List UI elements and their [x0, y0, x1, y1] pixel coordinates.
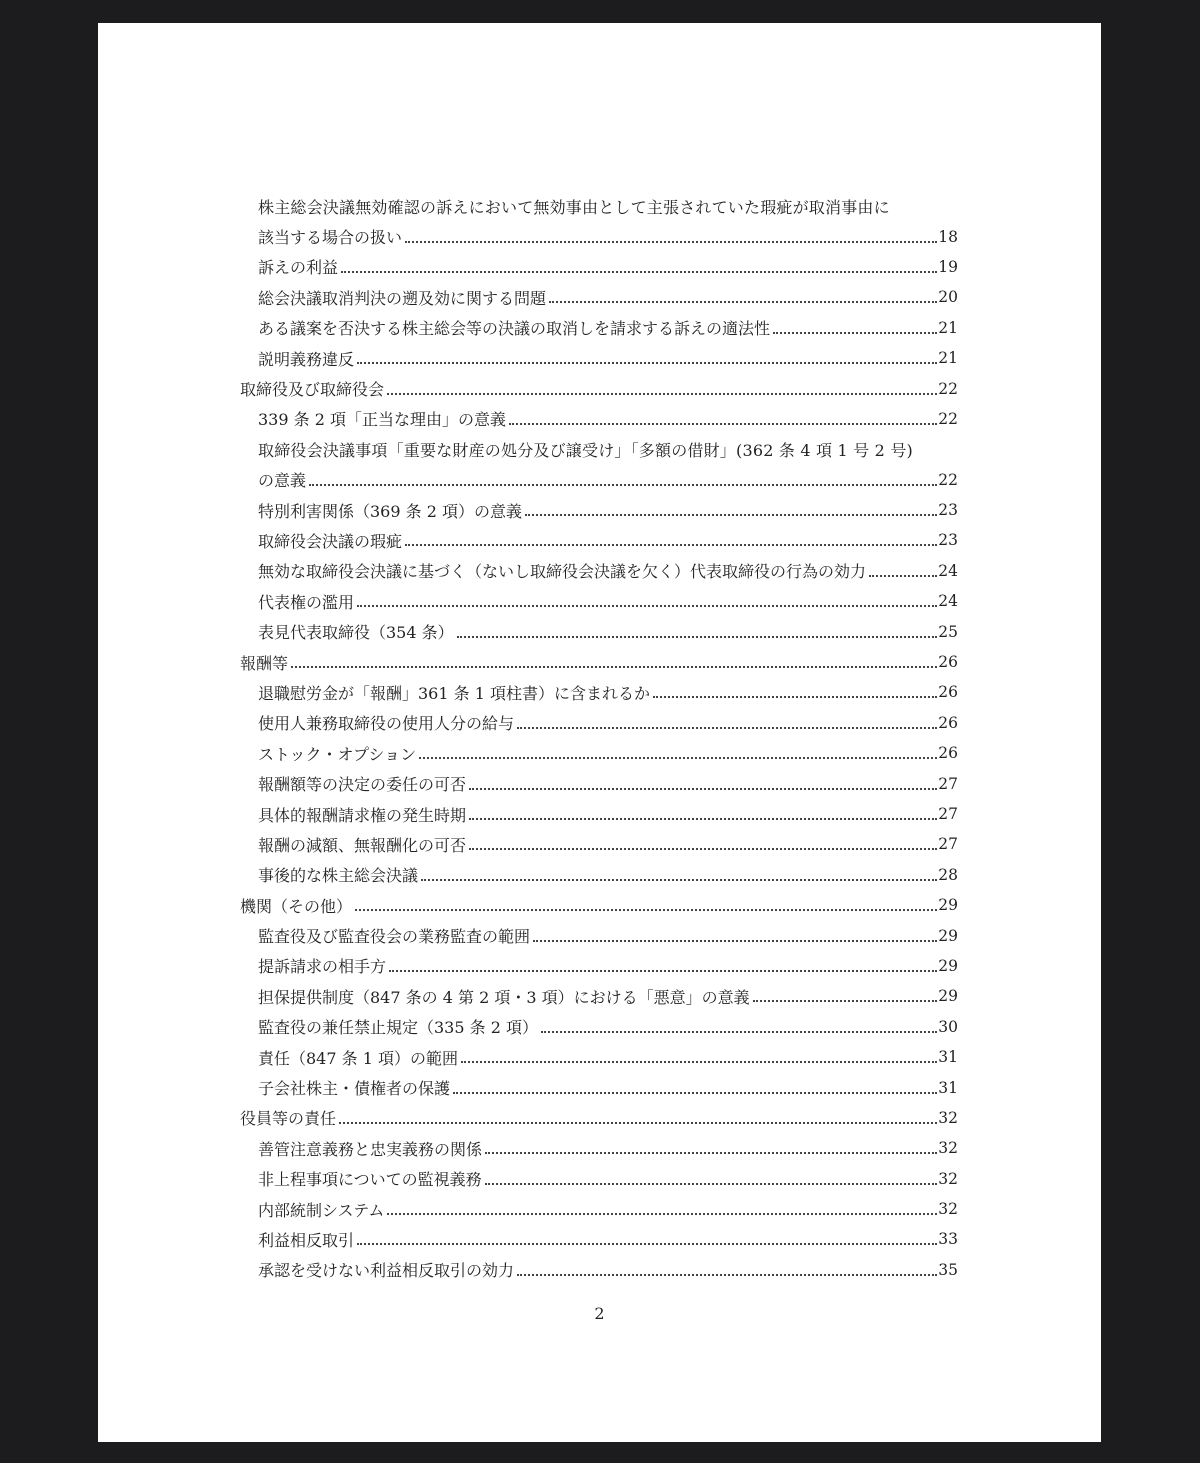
toc-entry[interactable] [240, 616, 958, 646]
toc-entry-title: 承認を受けない利益相反取引の効力 [258, 1261, 515, 1281]
toc-entry[interactable] [240, 1194, 958, 1224]
toc-entry-page: 21 [938, 349, 958, 368]
toc-entry-title: ある議案を否決する株主総会等の決議の取消しを請求する訴えの適法性 [258, 319, 771, 339]
toc-dot-leader [469, 776, 937, 790]
toc-entry-page: 23 [938, 531, 958, 550]
toc-entry-page: 19 [938, 257, 958, 276]
toc-entry-title: 報酬額等の決定の委任の可否 [258, 775, 467, 795]
toc-entry-page: 29 [938, 896, 958, 915]
toc-dot-leader [421, 867, 937, 881]
toc-entry[interactable] [240, 221, 958, 251]
toc-entry-page: 29 [938, 956, 958, 975]
toc-dot-leader [485, 1140, 937, 1154]
toc-entry-title: 無効な取締役会決議に基づく（ないし取締役会決議を欠く）代表取締役の行為の効力 [258, 562, 867, 582]
toc-entry-page: 29 [938, 926, 958, 945]
table-of-contents [240, 191, 958, 1285]
toc-entry-page: 32 [938, 1169, 958, 1188]
toc-entry[interactable] [240, 525, 958, 555]
toc-entry[interactable] [240, 343, 958, 373]
toc-entry-page: 24 [938, 592, 958, 611]
toc-entry[interactable] [240, 1164, 958, 1194]
toc-dot-leader [355, 897, 937, 911]
toc-entry-title: 取締役会決議事項「重要な財産の処分及び譲受け」「多額の借財」(362 条 4 項 1 号 2 号) [258, 440, 913, 460]
toc-dot-leader [309, 472, 937, 486]
toc-entry[interactable] [240, 920, 958, 950]
toc-entry-title: 339 条 2 項「正当な理由」の意義 [258, 410, 506, 430]
toc-dot-leader [357, 1231, 937, 1245]
toc-entry[interactable] [240, 677, 958, 707]
toc-entry-title: 事後的な株主総会決議 [258, 866, 419, 886]
toc-entry-title: 子会社株主・債権者の保護 [258, 1079, 451, 1099]
toc-entry-title: 役員等の責任 [240, 1109, 337, 1129]
toc-entry[interactable] [240, 708, 958, 738]
toc-entry[interactable] [240, 1255, 958, 1285]
toc-entry-page: 29 [938, 987, 958, 1006]
toc-entry-page: 18 [938, 227, 958, 246]
toc-entry-title: 該当する場合の扱い [258, 228, 403, 248]
toc-dot-leader [485, 1171, 938, 1185]
toc-entry-page: 26 [938, 653, 958, 672]
toc-dot-leader [773, 320, 937, 334]
toc-dot-leader [405, 532, 937, 546]
toc-entry-page: 31 [938, 1048, 958, 1067]
toc-entry-title: 提訴請求の相手方 [258, 957, 387, 977]
toc-entry-title: 取締役及び取締役会 [240, 380, 385, 400]
toc-dot-leader [549, 289, 937, 303]
toc-entry-page: 22 [938, 379, 958, 398]
toc-dot-leader [389, 958, 937, 972]
toc-entry[interactable] [240, 1133, 958, 1163]
toc-entry-title: 監査役及び監査役会の業務監査の範囲 [258, 927, 531, 947]
toc-entry-title: 責任（847 条 1 項）の範囲 [258, 1048, 458, 1068]
toc-entry-title: 担保提供制度（847 条の 4 第 2 項・3 項）における「悪意」の意義 [258, 987, 750, 1007]
toc-entry-title: 内部統制システム [258, 1200, 385, 1220]
toc-dot-leader [387, 381, 937, 395]
toc-dot-leader [509, 411, 937, 425]
toc-entry[interactable] [240, 738, 958, 768]
toc-section-heading[interactable] [240, 890, 958, 920]
toc-entry-page: 24 [938, 561, 958, 580]
toc-entry[interactable] [240, 1072, 958, 1102]
toc-entry-title: 利益相反取引 [258, 1230, 355, 1250]
toc-entry[interactable] [240, 434, 958, 464]
toc-entry-title: 報酬等 [240, 653, 289, 673]
toc-entry-title: 退職慰労金が「報酬」361 条 1 項柱書）に含まれるか [258, 683, 650, 703]
toc-section-heading[interactable] [240, 1103, 958, 1133]
toc-entry-title: 善管注意義務と忠実義務の関係 [258, 1139, 483, 1159]
toc-dot-leader [517, 1262, 937, 1276]
toc-entry-title: 監査役の兼任禁止規定（335 条 2 項） [258, 1018, 538, 1038]
toc-entry-page: 21 [938, 318, 958, 337]
toc-entry-title: 機関（その他） [240, 896, 353, 916]
toc-dot-leader [453, 1080, 937, 1094]
toc-entry-page: 26 [938, 744, 958, 763]
toc-entry-page: 32 [938, 1108, 958, 1127]
page-number: 2 [594, 1304, 605, 1323]
toc-entry[interactable] [240, 1224, 958, 1254]
toc-entry-page: 26 [938, 713, 958, 732]
toc-entry-page: 33 [938, 1230, 958, 1249]
toc-dot-leader [469, 806, 937, 820]
toc-section-heading[interactable] [240, 647, 958, 677]
toc-entry-page: 27 [938, 835, 958, 854]
toc-entry-title: 総会決議取消判決の遡及効に関する問題 [258, 288, 547, 308]
toc-dot-leader [419, 745, 937, 759]
toc-entry-title: 使用人兼務取締役の使用人分の給与 [258, 714, 515, 734]
toc-entry-page: 27 [938, 774, 958, 793]
toc-entry[interactable] [240, 282, 958, 312]
toc-entry-title: 非上程事項についての監視義務 [258, 1170, 482, 1190]
toc-entry-title: 代表権の濫用 [258, 592, 355, 612]
toc-entry[interactable] [240, 191, 958, 221]
toc-entry-page: 25 [938, 622, 958, 641]
toc-dot-leader [341, 259, 937, 273]
toc-entry-page: 20 [938, 288, 958, 307]
toc-entry[interactable] [240, 768, 958, 798]
toc-entry-title: 特別利害関係（369 条 2 項）の意義 [258, 501, 522, 521]
toc-entry[interactable] [240, 404, 958, 434]
toc-dot-leader [405, 229, 937, 243]
toc-dot-leader [525, 502, 937, 516]
toc-entry-title: 取締役会決議の瑕疵 [258, 531, 403, 551]
toc-entry-title: 報酬の減額、無報酬化の可否 [258, 835, 467, 855]
toc-entry[interactable] [240, 1012, 958, 1042]
toc-entry-title: 株主総会決議無効確認の訴えにおいて無効事由として主張されていた瑕疵が取消事由に [258, 197, 890, 217]
toc-entry[interactable] [240, 860, 958, 890]
toc-dot-leader [753, 988, 938, 1002]
toc-entry-page: 32 [938, 1200, 958, 1219]
toc-entry[interactable] [240, 495, 958, 525]
toc-entry-page: 31 [938, 1078, 958, 1097]
toc-entry[interactable] [240, 586, 958, 616]
toc-entry[interactable] [240, 556, 958, 586]
toc-entry-page: 22 [938, 470, 958, 489]
toc-dot-leader [533, 928, 937, 942]
toc-entry[interactable] [240, 951, 958, 981]
toc-entry[interactable] [240, 799, 958, 829]
toc-entry-page: 27 [938, 805, 958, 823]
toc-entry-page: 30 [938, 1017, 958, 1036]
toc-entry[interactable] [240, 252, 958, 282]
toc-dot-leader [387, 1201, 937, 1215]
toc-entry-page: 23 [938, 501, 958, 520]
toc-entry-title: 説明義務違反 [258, 349, 355, 369]
toc-entry[interactable] [240, 981, 958, 1011]
toc-entry[interactable] [240, 1042, 958, 1072]
toc-dot-leader [653, 684, 937, 698]
toc-entry-page: 28 [938, 865, 958, 884]
toc-dot-leader [869, 563, 937, 577]
toc-dot-leader [357, 350, 937, 364]
toc-section-heading[interactable] [240, 373, 958, 403]
toc-dot-leader [461, 1049, 937, 1063]
toc-entry-page: 26 [938, 683, 958, 702]
toc-entry-page: 35 [938, 1260, 958, 1279]
toc-dot-leader [357, 593, 937, 607]
toc-dot-leader [469, 836, 937, 850]
toc-entry-title: 訴えの利益 [258, 258, 339, 278]
toc-dot-leader [457, 624, 938, 638]
toc-entry[interactable] [240, 829, 958, 859]
toc-dot-leader [517, 715, 937, 729]
toc-entry[interactable] [240, 313, 958, 343]
toc-dot-leader [541, 1019, 937, 1033]
toc-entry-page: 22 [938, 409, 958, 428]
toc-entry-page: 32 [938, 1139, 958, 1158]
toc-dot-leader [291, 654, 937, 668]
toc-entry[interactable] [240, 465, 958, 495]
toc-entry-title: 具体的報酬請求権の発生時期 [258, 805, 467, 825]
toc-entry-title: の意義 [258, 471, 307, 491]
toc-entry-title: 表見代表取締役（354 条） [258, 623, 454, 643]
document-page [98, 23, 1101, 1442]
toc-entry-title: ストック・オプション [258, 744, 417, 764]
toc-dot-leader [339, 1110, 937, 1124]
